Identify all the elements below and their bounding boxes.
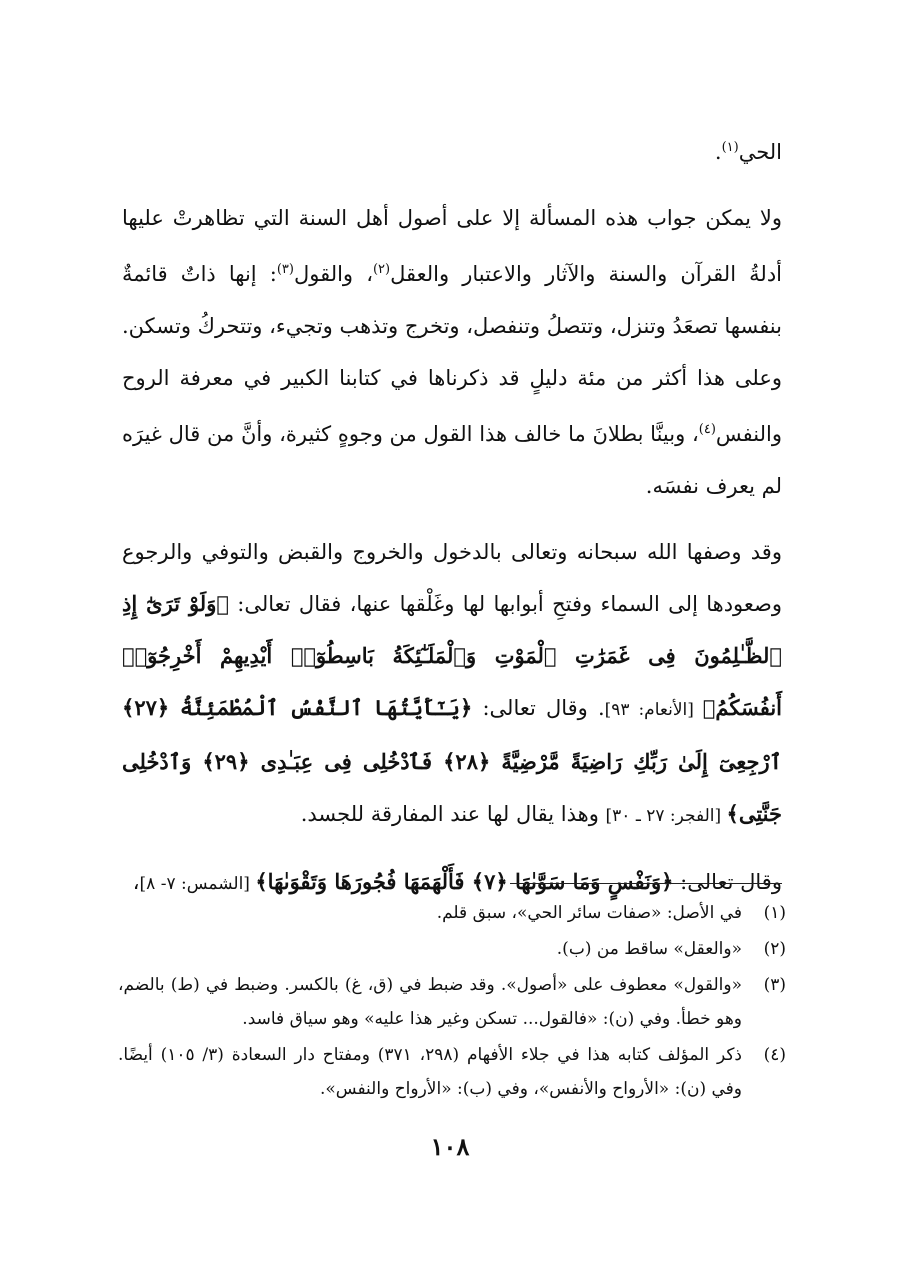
footnote-number: (٤)	[763, 1045, 786, 1065]
footnote-text: في الأصل: «صفات سائر الحي»، سبق قلم.	[436, 903, 742, 923]
quran-verse: ﴿وَلَوْ تَرَىٰٓ إِذِ ٱلظَّـٰلِمُونَ فِى غَمَرَٰتِ ٱلْمَوْتِ وَٱلْمَلَـٰٓئِكَةُ بَاسِطُوٓا۟ أَيْدِيهِمْ أَخْرِجُوٓا۟ أَنفُسَكُمُ﴾	[122, 591, 782, 720]
quran-verse: ﴿يَـٰٓأَيَّتُهَا ٱلنَّفْسُ ٱلْمُطْمَئِنَّةُ ﴿٢٧﴾ ٱرْجِعِىٓ إِلَىٰ رَبِّكِ رَاضِيَةً مَّرْضِيَّةً ﴿٢٨﴾ فَٱدْخُلِى فِى عِبَـٰدِى ﴿٢٩﴾ وَٱدْخُلِى جَنَّتِى﴾	[122, 695, 782, 826]
paragraph-text: وهذا يقال لها عند المفارقة للجسد.	[300, 802, 606, 826]
paragraph-text: الحي	[738, 140, 782, 164]
paragraph-2	[122, 192, 782, 512]
verse-reference: [الشمس: ٧- ٨]	[139, 874, 256, 894]
footnote-ref-1: (١)	[721, 140, 739, 155]
footnote-ref-3: (٣)	[276, 262, 294, 277]
footnote-number: (١)	[763, 903, 786, 923]
paragraph-text: ، وبينَّا بطلانَ ما خالف هذا القول من وجوهٍ كثيرة، وأنَّ من قال غيرَه لم يعرف نفسَه.	[122, 422, 782, 498]
footnote-text: «والعقل» ساقط من (ب).	[556, 939, 742, 959]
footnote-divider	[510, 883, 782, 884]
footnote	[118, 1038, 786, 1106]
footnote-text: ذكر المؤلف كتابه هذا في جلاء الأفهام (٢٩٨، ٣٧١) ومفتاح دار السعادة (٣/ ١٠٥) أيضًا. وفي (ن): «الأرواح والأنفس»، وفي (ب): «الأرواح والنفس».	[118, 1045, 742, 1099]
paragraph-text: . وقال تعالى:	[472, 696, 605, 720]
verse-reference: [الفجر: ٢٧ ـ ٣٠]	[605, 806, 727, 826]
paragraph-text: ،	[132, 870, 140, 894]
main-text	[122, 122, 782, 910]
paragraph-text: وقد وصفها الله سبحانه وتعالى بالدخول والخروج والقبض والتوفي والرجوع وصعودها إلى السماء وفتحِ أبوابها لها وغَلْقها عنها، فقال تعالى:	[122, 540, 782, 616]
paragraph-text: وقال تعالى:	[673, 870, 782, 894]
verse-reference: [الأنعام: ٩٣]	[604, 700, 703, 720]
footnotes	[118, 896, 786, 1108]
footnote-number: (٢)	[763, 939, 786, 959]
footnote-number: (٣)	[763, 975, 786, 995]
footnote	[118, 932, 786, 966]
footnote	[118, 968, 786, 1036]
paragraph-text: ، والقول	[293, 262, 373, 286]
footnote-text: «والقول» معطوف على «أصول». وقد ضبط في (ق، غ) بالكسر. وضبط في (ط) بالضم، وهو خطأ. وفي (ن): «فالقول... تسكن وغير هذا عليه» وهو سياق فاسد.	[118, 975, 742, 1029]
paragraph-1	[122, 122, 782, 178]
quran-verse: ﴿وَنَفْسٍ وَمَا سَوَّىٰهَا ﴿٧﴾ فَأَلْهَمَهَا فُجُورَهَا وَتَقْوَىٰهَا﴾	[255, 869, 674, 894]
paragraph-text: : إنها ذاتٌ قائمةٌ بنفسها تصعَدُ وتنزل، وتتصلُ وتنفصل، وتخرج وتذهب وتجيء، وتتحركُ وتسكن. وعلى هذا أكثر من مئة دليلٍ قد ذكرناها في كتابنا الكبير في معرفة الروح والنفس	[122, 262, 782, 446]
footnote	[118, 896, 786, 930]
footnote-ref-2: (٢)	[372, 262, 391, 277]
footnote-ref-4: (٤)	[698, 422, 716, 437]
paragraph-3	[122, 526, 782, 842]
paragraph-text: ولا يمكن جواب هذه المسألة إلا على أصول أهل السنة التي تظاهرتْ عليها أدلةُ القرآن والسنة والآثار والاعتبار والعقل	[122, 206, 783, 286]
paragraph-text: .	[714, 140, 722, 164]
page-number: ١٠٨	[430, 1132, 470, 1161]
